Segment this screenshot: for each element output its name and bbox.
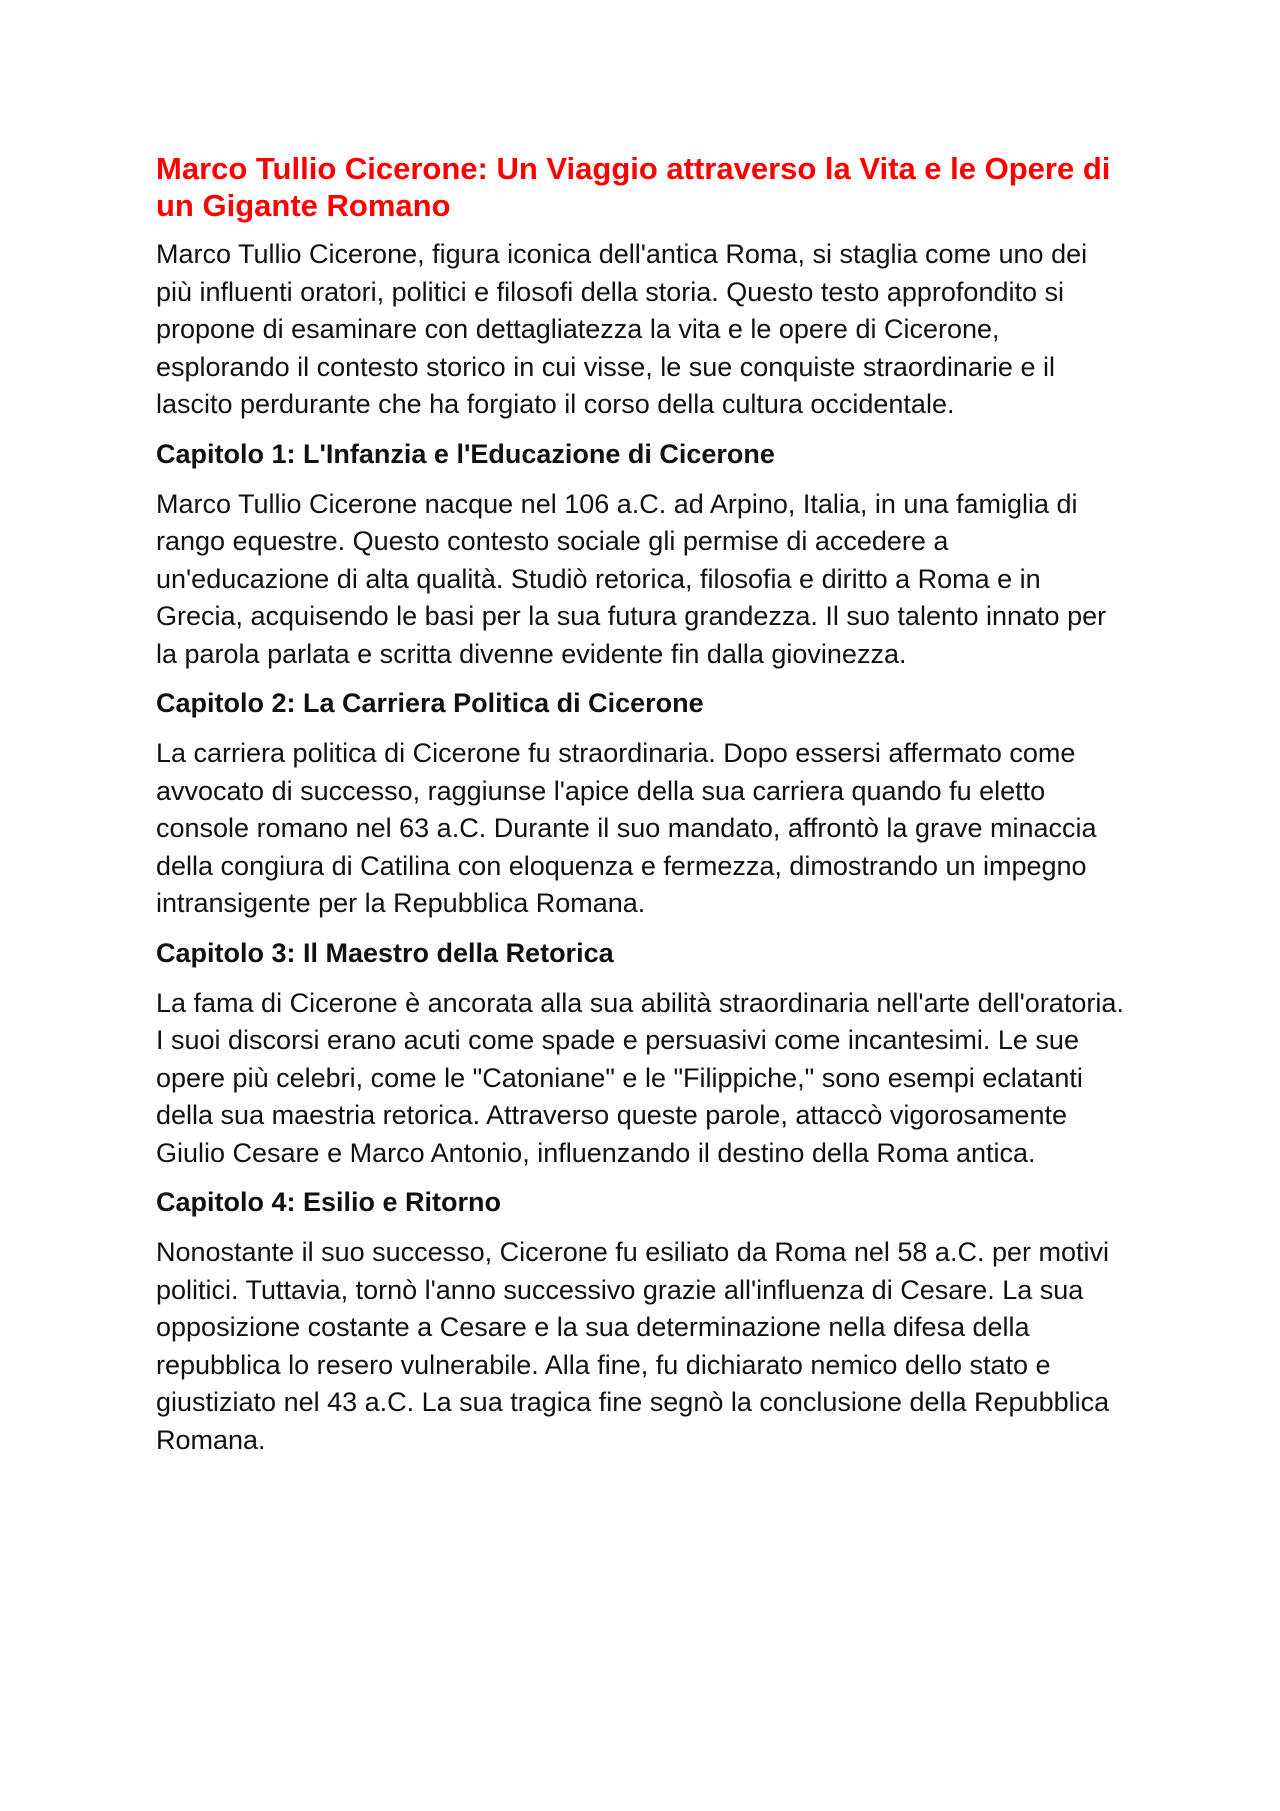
chapter-1	[156, 438, 1126, 674]
chapter-3	[156, 937, 1126, 1173]
chapter-1-body: Marco Tullio Cicerone nacque nel 106 a.C. ad Arpino, Italia, in una famiglia di rango equestre. Questo contesto sociale gli permise di accedere a un'educazione di alta qualità. Studiò retorica, filosofia e diritto a Roma e in Grecia, acquisendo le basi per la sua futura grandezza. Il suo talento innato per la parola parlata e scritta divenne evidente fin dalla giovinezza.	[156, 488, 1107, 669]
chapter-4-body: Nonostante il suo successo, Cicerone fu esiliato da Roma nel 58 a.C. per motivi politici. Tuttavia, tornò l'anno successivo grazie all'influenza di Cesare. La sua opposizione costante a Cesare e la sua determinazione nella difesa della repubblica lo resero vulnerabile. Alla fine, fu dichiarato nemico dello stato e giustiziato nel 43 a.C. La sua tragica fine segnò la conclusione della Repubblica Romana.	[156, 1237, 1110, 1455]
document-page	[156, 150, 1126, 1473]
chapter-2	[156, 687, 1126, 923]
intro-paragraph: Marco Tullio Cicerone, figura iconica dell'antica Roma, si staglia come uno dei più influenti oratori, politici e filosofi della storia. Questo testo approfondito si propone di esaminare con dettagliatezza la vita e le opere di Cicerone, esplorando il contesto storico in cui visse, le sue conquiste straordinarie e il lascito perdurante che ha forgiato il corso della cultura occidentale.	[156, 239, 1088, 419]
chapter-3-body: La fama di Cicerone è ancorata alla sua abilità straordinaria nell'arte dell'oratoria. I suoi discorsi erano acuti come spade e persuasivi come incantesimi. Le sue opere più celebri, come le "Catoniane" e le "Filippiche," sono esempi eclatanti della sua maestria retorica. Attraverso queste parole, attaccò vigorosamente Giulio Cesare e Marco Antonio, influenzando il destino della Roma antica.	[156, 987, 1124, 1168]
chapter-4-heading: Capitolo 4: Esilio e Ritorno	[156, 1187, 502, 1217]
chapter-2-heading: Capitolo 2: La Carriera Politica di Cicerone	[156, 688, 704, 718]
chapter-2-body: La carriera politica di Cicerone fu straordinaria. Dopo essersi affermato come avvocato di successo, raggiunse l'apice della sua carriera quando fu eletto console romano nel 63 a.C. Durante il suo mandato, affrontò la grave minaccia della congiura di Catilina con eloquenza e fermezza, dimostrando un impegno intransigente per la Repubblica Romana.	[156, 738, 1097, 918]
chapter-3-heading: Capitolo 3: Il Maestro della Retorica	[156, 937, 614, 968]
chapter-1-heading: Capitolo 1: L'Infanzia e l'Educazione di Cicerone	[156, 438, 775, 469]
document-title: Marco Tullio Cicerone: Un Viaggio attraverso la Vita e le Opere di un Gigante Romano	[156, 151, 1111, 223]
chapter-4	[156, 1186, 1126, 1459]
